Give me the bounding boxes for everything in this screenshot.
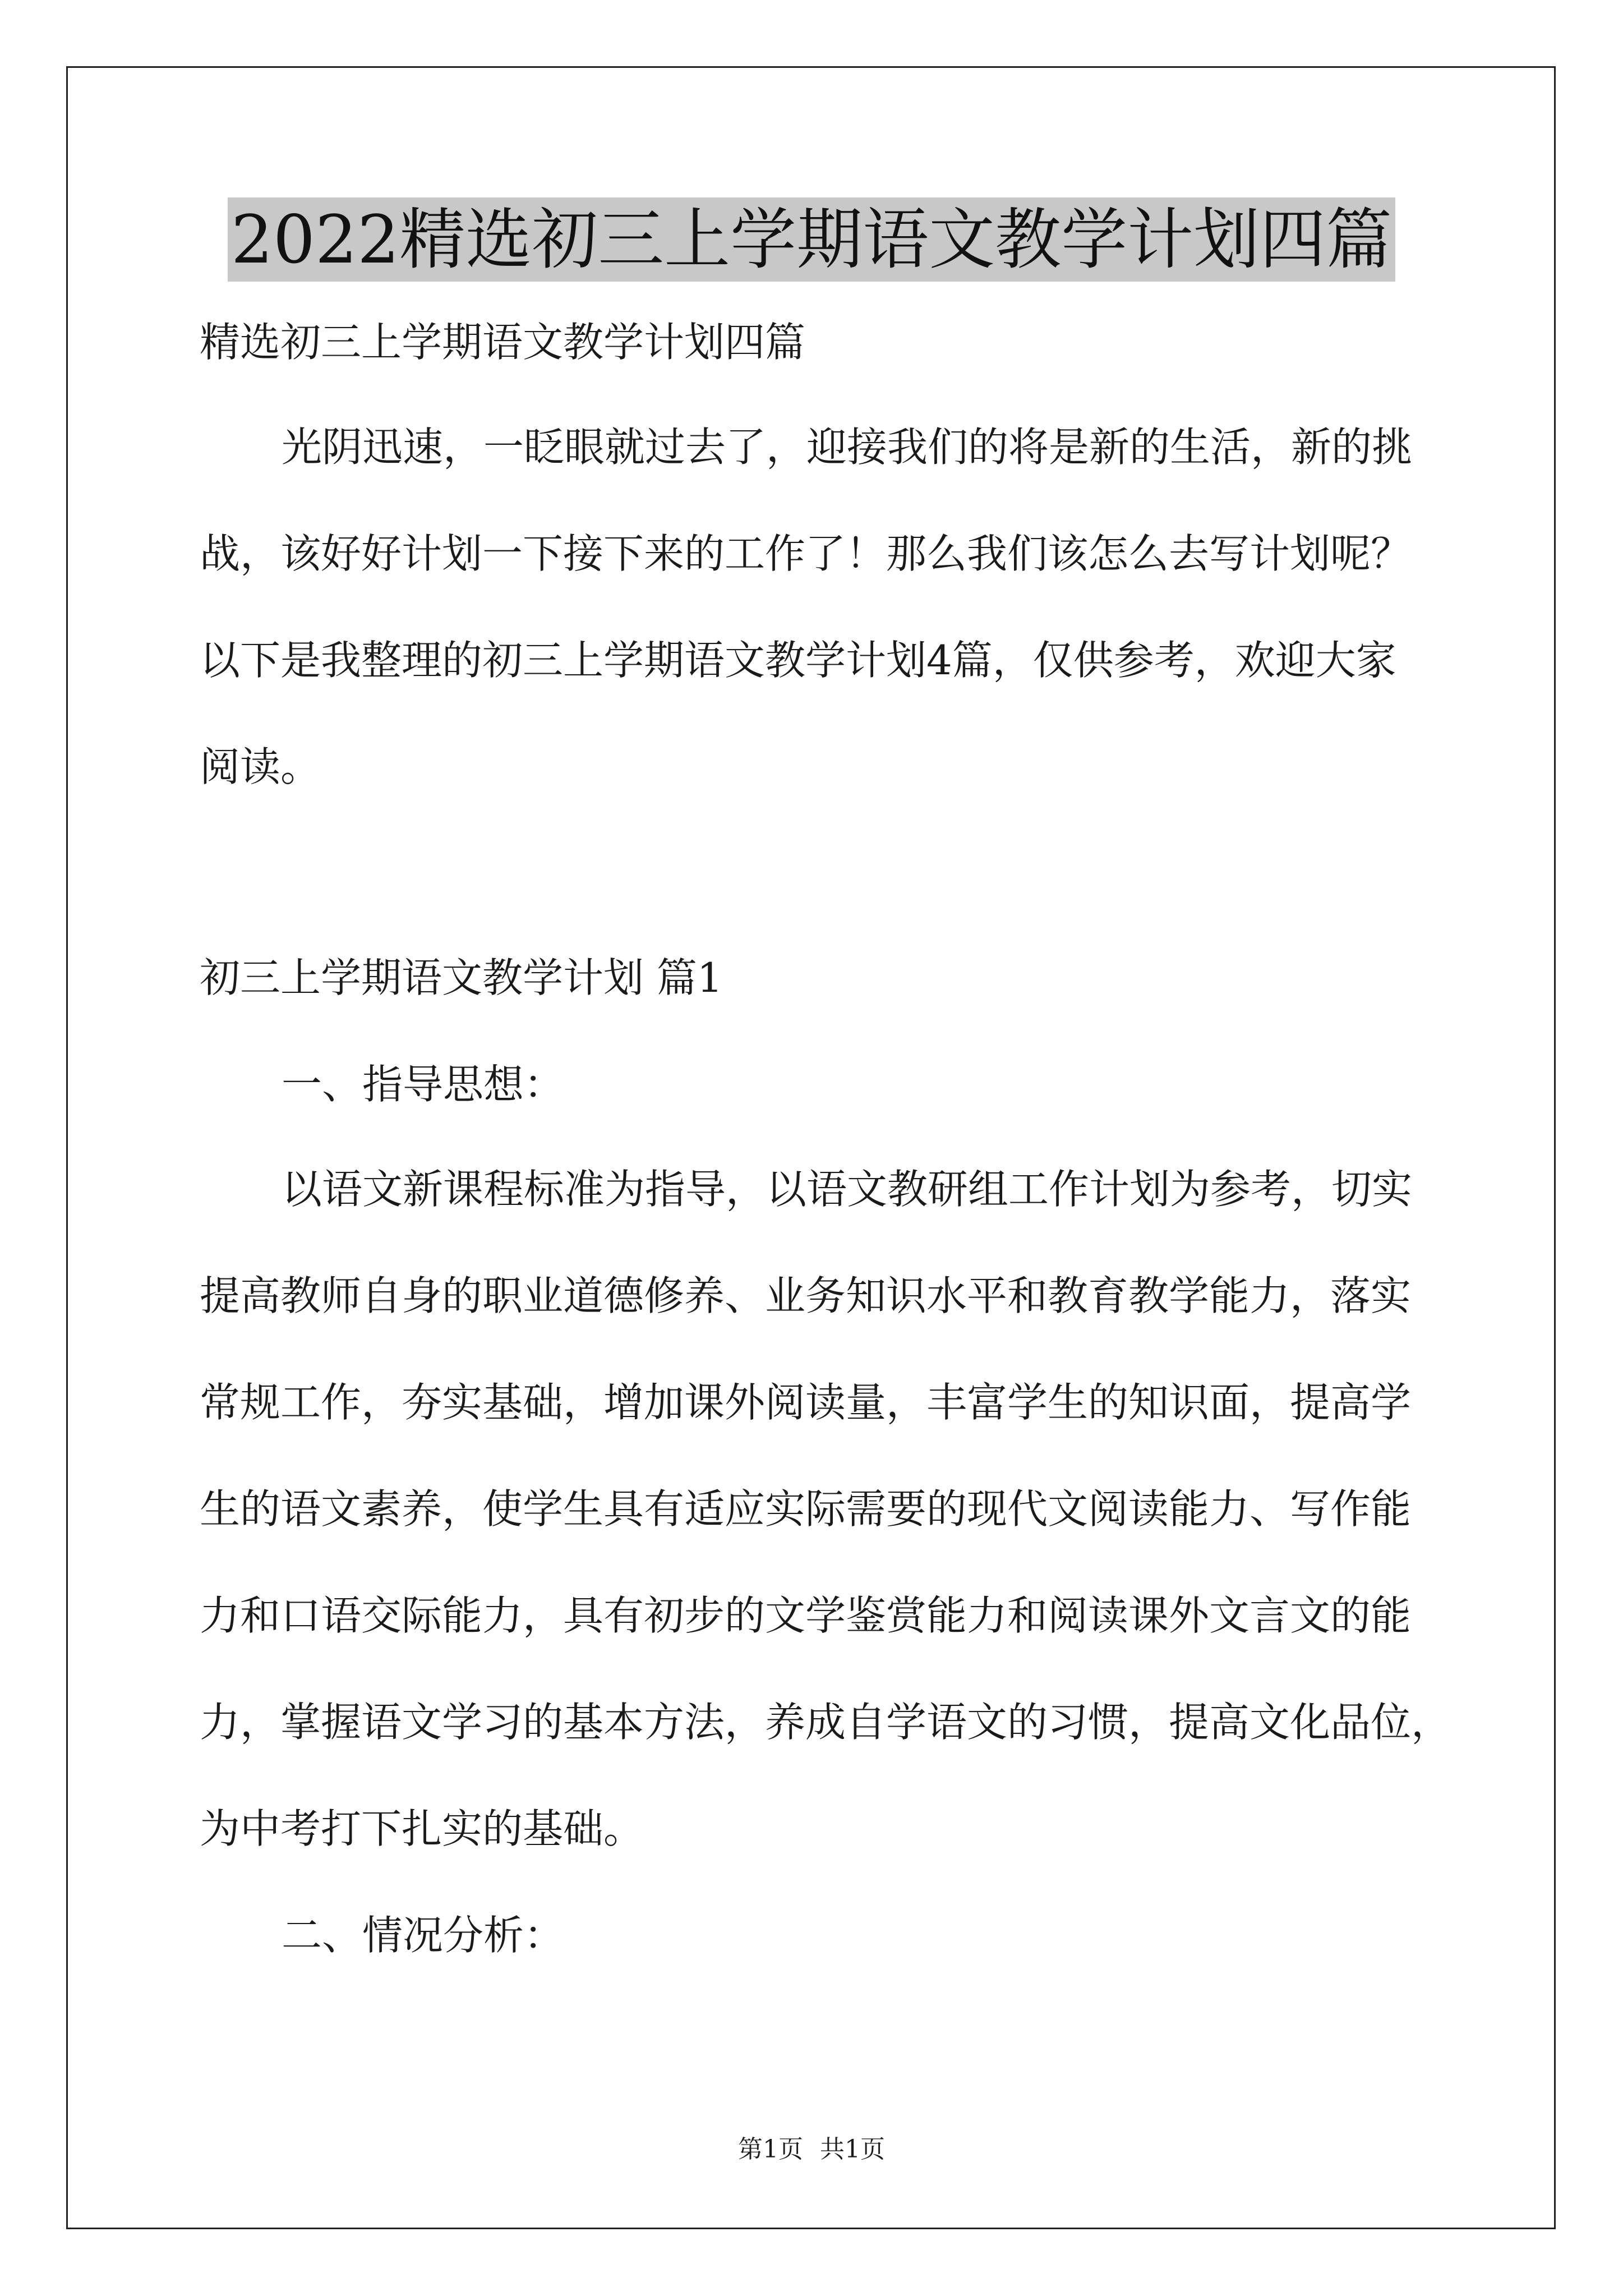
intro-line-2: 战，该好好计划一下接下来的工作了！那么我们该怎么去写计划呢？ xyxy=(200,530,1412,577)
title-wrap xyxy=(0,197,1623,282)
document-subtitle: 精选初三上学期语文教学计划四篇 xyxy=(200,319,806,366)
body-line-1: 以语文新课程标准为指导，以语文教研组工作计划为参考，切实 xyxy=(282,1166,1413,1213)
page-number-current: 第1页 xyxy=(738,2135,803,2164)
intro-line-4: 阅读。 xyxy=(200,743,321,790)
page-number-total: 共1页 xyxy=(820,2135,885,2164)
heading-guiding-ideology: 一、指导思想： xyxy=(282,1061,565,1108)
body-line-4: 生的语文素养，使学生具有适应实际需要的现代文阅读能力、写作能 xyxy=(200,1485,1412,1533)
intro-line-1: 光阴迅速，一眨眼就过去了，迎接我们的将是新的生活，新的挑 xyxy=(282,424,1413,471)
body-line-6: 力，掌握语文学习的基本方法，养成自学语文的习惯，提高文化品位， xyxy=(200,1699,1452,1746)
heading-situation-analysis: 二、情况分析： xyxy=(282,1912,565,1959)
body-line-5: 力和口语交际能力，具有初步的文学鉴赏能力和阅读课外文言文的能 xyxy=(200,1592,1412,1639)
intro-line-3: 以下是我整理的初三上学期语文教学计划4篇，仅供参考，欢迎大家 xyxy=(200,637,1396,684)
body-line-2: 提高教师自身的职业道德修养、业务知识水平和教育教学能力，落实 xyxy=(200,1272,1412,1319)
body-line-7: 为中考打下扎实的基础。 xyxy=(200,1805,644,1852)
body-line-3: 常规工作，夯实基础，增加课外阅读量，丰富学生的知识面，提高学 xyxy=(200,1379,1412,1426)
document-title: 2022精选初三上学期语文教学计划四篇 xyxy=(228,197,1395,282)
page-footer xyxy=(0,2133,1623,2166)
section-heading: 初三上学期语文教学计划 篇1 xyxy=(200,954,723,1001)
page-border xyxy=(66,66,1556,2229)
